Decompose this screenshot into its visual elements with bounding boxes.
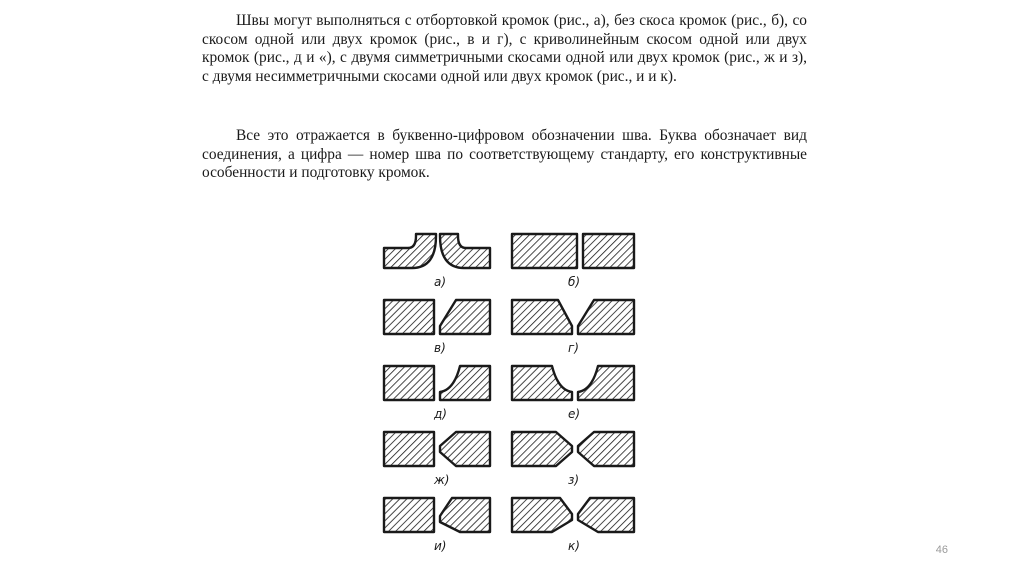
joint-e-double-curved-bevel bbox=[512, 366, 634, 400]
caption-a: а) bbox=[434, 275, 447, 289]
joint-b-square bbox=[512, 234, 634, 268]
joint-k-double-asymmetric-bevel bbox=[512, 498, 634, 532]
caption-v: в) bbox=[434, 341, 446, 355]
caption-i: и) bbox=[434, 539, 447, 553]
paragraph-edge-types: Швы могут выполняться с отбортовкой кромок (рис., а), без скоса кромок (рис., б), со скосом одной или двух кромок (рис., в и г), с криволинейным скосом одной или двух кромок (рис., д и «), с двумя симметричными скосами одной или двух кромок (рис., ж и з), с двумя несимметричными скосами одной или двух кромок (рис., и и к). bbox=[202, 12, 807, 85]
weld-edge-preparation-figure bbox=[372, 222, 652, 562]
joint-z-double-symmetric-bevel bbox=[512, 432, 634, 466]
joint-d-curved-bevel bbox=[384, 366, 490, 400]
caption-d: д) bbox=[434, 407, 447, 421]
joint-i-asymmetric-double-bevel bbox=[384, 498, 490, 532]
caption-zh: ж) bbox=[434, 473, 450, 487]
caption-e: е) bbox=[568, 407, 581, 421]
paragraph-weld-designation: Все это отражается в буквенно-цифровом обозначении шва. Буква обозначает вид соединения, а цифра — номер шва по соответствующему стандарту, его конструктивные особенности и подготовку кромок. bbox=[202, 127, 807, 182]
caption-z: з) bbox=[568, 473, 580, 487]
joint-a-flanged bbox=[384, 234, 490, 268]
joint-v-single-bevel bbox=[384, 300, 490, 334]
slide-number: 46 bbox=[935, 544, 948, 556]
caption-g: г) bbox=[568, 341, 579, 355]
caption-k: к) bbox=[568, 539, 580, 553]
joint-g-double-part-bevel bbox=[512, 300, 634, 334]
caption-b: б) bbox=[568, 275, 581, 289]
joint-zh-symmetric-double-bevel bbox=[384, 432, 490, 466]
